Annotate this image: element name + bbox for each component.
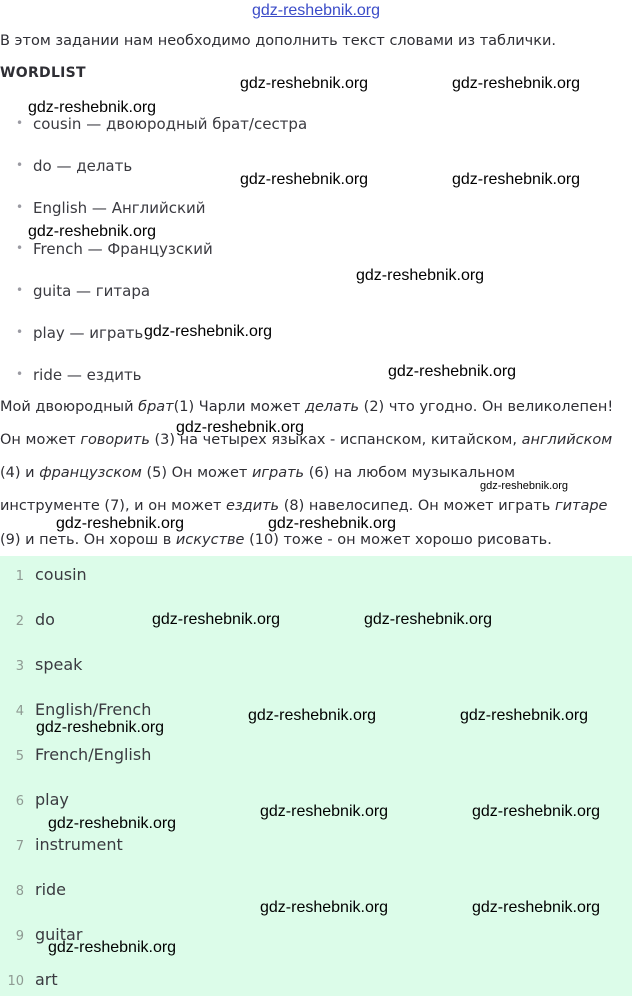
- wordlist-item: • guita — гитара: [18, 282, 150, 300]
- watermark: gdz-reshebnik.org: [356, 267, 485, 284]
- watermark: gdz-reshebnik.org: [56, 515, 185, 532]
- answer-number: 9: [15, 929, 24, 944]
- answer-row: [0, 655, 632, 679]
- answer-number: 5: [15, 749, 24, 764]
- watermark: gdz-reshebnik.org: [28, 223, 157, 240]
- wordlist-item: • do — делать: [18, 157, 132, 175]
- answer-number: 2: [15, 614, 24, 629]
- answer-word: instrument: [35, 835, 123, 854]
- answer-word: ride: [35, 880, 67, 899]
- watermark: gdz-reshebnik.org: [248, 707, 377, 724]
- watermark: gdz-reshebnik.org: [260, 899, 389, 916]
- answer-number: 4: [15, 704, 24, 719]
- answer-row: [0, 745, 632, 769]
- paragraph-line-5: (9) и петь. Он хорош в искустве (10) тоже - он может хорошо рисовать.: [0, 532, 552, 548]
- watermark: gdz-reshebnik.org: [452, 75, 581, 92]
- watermark: gdz-reshebnik.org: [48, 815, 177, 832]
- watermark: gdz-reshebnik.org: [28, 99, 157, 116]
- answers-panel: [0, 556, 632, 996]
- answer-number: 1: [15, 569, 24, 584]
- watermark: gdz-reshebnik.org: [260, 803, 389, 820]
- watermark: gdz-reshebnik.org: [152, 611, 281, 628]
- task-intro: В этом задании нам необходимо дополнить текст словами из таблички.: [0, 33, 557, 49]
- answer-row: [0, 835, 632, 859]
- answer-row: [0, 610, 632, 634]
- watermark: gdz-reshebnik.org: [176, 419, 305, 436]
- watermark: gdz-reshebnik.org: [388, 363, 517, 380]
- answer-number: 7: [15, 839, 24, 854]
- paragraph-line-4: инструменте (7), и он может ездить (8) навелосипед. Он может играть гитаре: [0, 498, 608, 514]
- wordlist-item: • ride — ездить: [18, 366, 142, 384]
- header-site-link[interactable]: gdz-reshebnik.org: [251, 2, 381, 19]
- paragraph-line-2: Он может говорить (3) на четырех языках - испанском, китайском, английском: [0, 432, 613, 448]
- watermark: gdz-reshebnik.org: [144, 323, 273, 340]
- wordlist-item: • play — играть: [18, 324, 143, 342]
- watermark: gdz-reshebnik.org: [48, 939, 177, 956]
- answer-word: art: [35, 970, 58, 989]
- answer-number: 8: [15, 884, 24, 899]
- watermark: gdz-reshebnik.org: [36, 719, 165, 736]
- wordlist-item: • cousin — двоюродный брат/сестра: [18, 115, 307, 133]
- answer-number: 6: [15, 794, 24, 809]
- paragraph-line-3: (4) и французском (5) Он может играть (6) на любом музыкальном: [0, 465, 516, 481]
- answer-number: 3: [15, 659, 24, 674]
- answer-word: French/English: [35, 745, 152, 764]
- answer-word: play: [35, 790, 69, 809]
- watermark: gdz-reshebnik.org: [480, 480, 569, 492]
- answer-word: guitar: [35, 925, 83, 944]
- watermark: gdz-reshebnik.org: [452, 171, 581, 188]
- wordlist-heading: WORDLIST: [0, 65, 86, 81]
- answer-row: [0, 970, 632, 994]
- answer-word: cousin: [35, 565, 87, 584]
- wordlist-item: • French — Французский: [18, 240, 213, 258]
- paragraph-line-1: Мой двоюродный брат(1) Чарли может делать (2) что угодно. Он великолепен!: [0, 399, 614, 415]
- answer-word: English/French: [35, 700, 152, 719]
- watermark: gdz-reshebnik.org: [364, 611, 493, 628]
- watermark: gdz-reshebnik.org: [240, 75, 369, 92]
- answer-number: 10: [7, 974, 24, 989]
- answer-word: do: [35, 610, 55, 629]
- watermark: gdz-reshebnik.org: [472, 899, 601, 916]
- answer-row: [0, 565, 632, 589]
- wordlist-item: • English — Английский: [18, 199, 206, 217]
- watermark: gdz-reshebnik.org: [460, 707, 589, 724]
- watermark: gdz-reshebnik.org: [268, 515, 397, 532]
- watermark: gdz-reshebnik.org: [472, 803, 601, 820]
- watermark: gdz-reshebnik.org: [240, 171, 369, 188]
- answer-word: speak: [35, 655, 83, 674]
